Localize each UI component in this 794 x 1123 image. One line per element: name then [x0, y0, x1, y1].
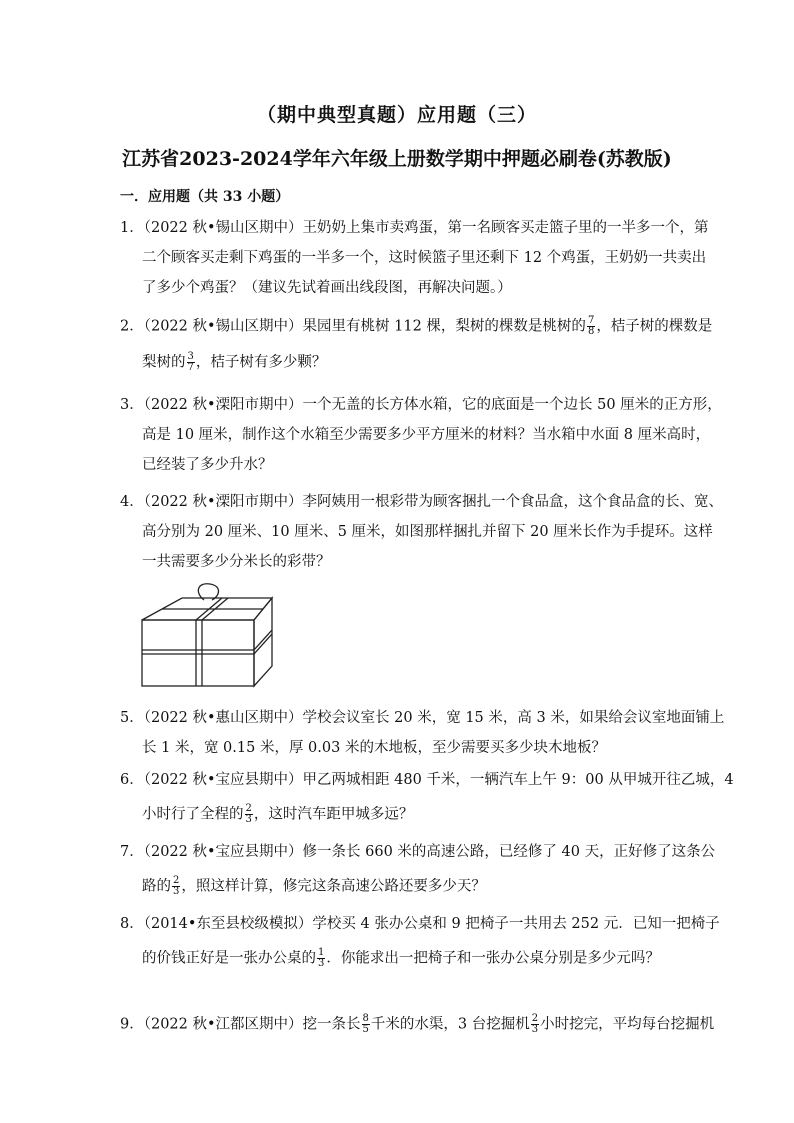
fraction-denominator: 3 — [531, 1024, 539, 1035]
question-1-line-3: 了多少个鸡蛋？（建议先试着画出线段图，再解决问题。） — [142, 280, 512, 296]
fraction — [172, 876, 180, 897]
question-8-text-b: ．你能求出一把椅子和一张办公桌分别是多少元吗？ — [326, 950, 660, 967]
ribbon-band — [254, 634, 272, 654]
fraction-numerator: 7 — [587, 315, 595, 326]
fraction-denominator: 3 — [245, 814, 252, 825]
fraction-denominator: 7 — [187, 362, 194, 373]
fraction — [317, 948, 325, 969]
question-4-line-2: 高分别为 20 厘米、10 厘米、5 厘米，如图那样捆扎并留下 20 厘米长作为手提环。这样 — [142, 524, 713, 540]
question-9-line-1 — [120, 1014, 714, 1035]
question-3-line-2: 高是 10 厘米，制作这个水箱至少需要多少平方厘米的材料？当水箱中水面 8 厘米高时， — [142, 427, 711, 443]
question-7-text-a: 路的 — [142, 878, 171, 895]
ribbon-box-figure — [132, 582, 282, 692]
section-heading: 一．应用题（共 33 小题） — [120, 189, 290, 205]
question-7-text-b: ，照这样计算，修完这条高速公路还要多少天？ — [181, 878, 486, 895]
question-9-text-c: 小时挖完，平均每台挖掘机 — [540, 1016, 715, 1033]
question-5-line-1: 5．（2022 秋•惠山区期中）学校会议室长 20 米，宽 15 米，高 3 米，如果给会议室地面铺上 — [120, 710, 725, 726]
question-1-line-2: 二个顾客买走剩下鸡蛋的一半多一个，这时候篮子里还剩下 12 个鸡蛋，王奶奶一共卖出 — [142, 250, 707, 266]
fraction-denominator: 3 — [318, 958, 325, 969]
question-7-line-2 — [142, 876, 486, 897]
fraction — [587, 316, 595, 337]
fraction — [362, 1014, 370, 1035]
question-4-line-1: 4．（2022 秋•溧阳市期中）李阿姨用一根彩带为顾客捆扎一个食品盒，这个食品盒的长、宽、 — [120, 494, 724, 510]
question-8-line-1: 8．（2014•东至县校级模拟）学校买 4 张办公桌和 9 把椅子一共用去 252 元．已知一把椅子 — [120, 916, 720, 932]
box-side-face — [254, 598, 272, 686]
box-front-face — [142, 620, 254, 686]
question-2-text-c: 梨树的 — [142, 354, 186, 371]
question-6-line-1: 6．（2022 秋•宝应县期中）甲乙两城相距 480 千米，一辆汽车上午 9：00 从甲城开往乙城，4 — [120, 772, 734, 788]
page-title: （期中典型真题）应用题（三） — [256, 104, 537, 126]
question-7-line-1: 7．（2022 秋•宝应县期中）修一条长 660 米的高速公路，已经修了 40 天，正好修了这条公 — [120, 844, 716, 860]
fraction — [187, 352, 195, 373]
page-subtitle: 江苏省2023-2024学年六年级上册数学期中押题必刷卷(苏教版) — [122, 148, 672, 170]
ribbon-band — [254, 630, 272, 650]
fraction-numerator: 1 — [318, 947, 325, 958]
question-9-text-a: 9．（2022 秋•江都区期中）挖一条长 — [120, 1016, 361, 1033]
fraction-numerator: 8 — [362, 1013, 369, 1024]
question-2-text-a: 2．（2022 秋•锡山区期中）果园里有桃树 112 棵，梨树的棵数是桃树的 — [120, 318, 586, 335]
fraction-denominator: 8 — [587, 326, 595, 337]
fraction-numerator: 2 — [173, 875, 180, 886]
fraction — [531, 1014, 539, 1035]
fraction-numerator: 2 — [531, 1013, 539, 1024]
question-6-text-a: 小时行了全程的 — [142, 806, 244, 823]
fraction-numerator: 2 — [245, 803, 252, 814]
fraction-numerator: 3 — [187, 351, 194, 362]
question-5-line-2: 长 1 米，宽 0.15 米，厚 0.03 米的木地板，至少需要买多少块木地板？ — [142, 740, 606, 756]
question-1-line-1: 1．（2022 秋•锡山区期中）王奶奶上集市卖鸡蛋，第一名顾客买走篮子里的一半多一个，第 — [120, 220, 709, 236]
question-4-line-3: 一共需要多少分米长的彩带？ — [142, 554, 331, 570]
question-6-line-2 — [142, 804, 413, 825]
fraction-denominator: 3 — [173, 886, 180, 897]
question-3-line-1: 3．（2022 秋•溧阳市期中）一个无盖的长方体水箱，它的底面是一个边长 50 厘米的正方形， — [120, 397, 722, 413]
question-9-text-b: 千米的水渠，3 台挖掘机 — [370, 1016, 530, 1033]
question-2-line-1 — [120, 316, 712, 337]
question-3-line-3: 已经装了多少升水？ — [142, 457, 273, 473]
question-2-text-d: ，桔子树有多少颗？ — [195, 354, 327, 371]
question-6-text-b: ，这时汽车距甲城多远？ — [253, 806, 414, 823]
question-2-line-2 — [142, 352, 326, 373]
question-8-line-2 — [142, 948, 660, 969]
fraction-denominator: 5 — [362, 1024, 369, 1035]
question-2-text-b: ，桔子树的棵数是 — [596, 318, 713, 335]
question-8-text-a: 的价钱正好是一张办公桌的 — [142, 950, 316, 967]
fraction — [245, 804, 253, 825]
